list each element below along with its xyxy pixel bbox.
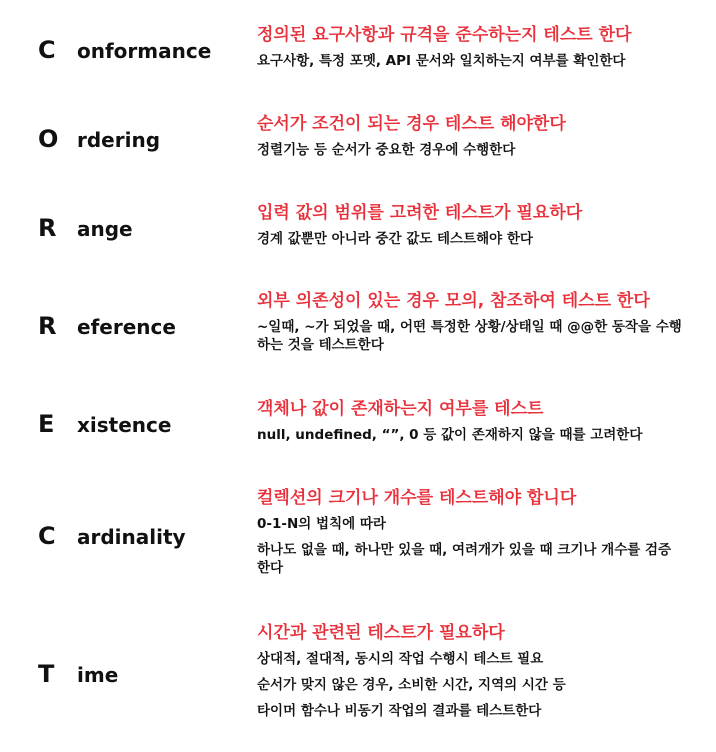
principle-description: 순서가 맞지 않은 경우, 소비한 시간, 지역의 시간 등 (257, 677, 566, 693)
principle-initial: R (38, 214, 57, 242)
principle-word-rest: xistence (77, 413, 172, 437)
principle-headline: 순서가 조건이 되는 경우 테스트 해야한다 (257, 114, 566, 134)
principle-initial: E (38, 410, 55, 438)
principle-word-rest: ime (77, 663, 119, 687)
principle-description: 경계 값뿐만 아니라 중간 값도 테스트해야 한다 (257, 231, 533, 247)
principle-word-rest: onformance (77, 39, 212, 63)
principle-headline: 객체나 값이 존재하는지 여부를 테스트 (257, 399, 544, 419)
principle-description: 타이머 함수나 비동기 작업의 결과를 테스트한다 (257, 703, 542, 719)
principle-word-rest: eference (77, 315, 176, 339)
principle-description: 정렬기능 등 순서가 중요한 경우에 수행한다 (257, 142, 516, 158)
principle-word-rest: ardinality (77, 525, 186, 549)
principle-initial: C (38, 36, 56, 64)
principle-initial: T (38, 660, 55, 688)
principle-description: 상대적, 절대적, 동시의 작업 수행시 테스트 필요 (257, 651, 544, 667)
principle-description: 요구사항, 특정 포멧, API 문서와 일치하는지 여부를 확인한다 (257, 53, 626, 69)
principle-headline: 정의된 요구사항과 규격을 준수하는지 테스트 한다 (257, 25, 632, 45)
principle-word-rest: ange (77, 217, 133, 241)
principle-initial: C (38, 522, 56, 550)
principle-headline: 컬렉션의 크기나 개수를 테스트해야 합니다 (257, 488, 577, 508)
principle-headline: 시간과 관련된 테스트가 필요하다 (257, 623, 505, 643)
principle-description: 하나도 없을 때, 하나만 있을 때, 여려개가 있을 때 크기나 개수를 검증한다 (257, 542, 672, 576)
principle-description: null, undefined, “”, 0 등 값이 존재하지 않을 때를 고려한다 (257, 427, 643, 443)
principle-word-rest: rdering (77, 128, 161, 152)
principle-initial: R (38, 312, 57, 340)
principle-headline: 외부 의존성이 있는 경우 모의, 참조하여 테스트 한다 (257, 291, 650, 311)
principle-description: 0-1-N의 법칙에 따라 (257, 516, 386, 532)
principle-initial: O (38, 125, 59, 153)
principle-headline: 입력 값의 범위를 고려한 테스트가 필요하다 (257, 203, 583, 223)
principle-description: ~일때, ~가 되었을 때, 어떤 특정한 상황/상태일 때 @@한 동작을 수행하는 것을 테스트한다 (257, 319, 682, 353)
